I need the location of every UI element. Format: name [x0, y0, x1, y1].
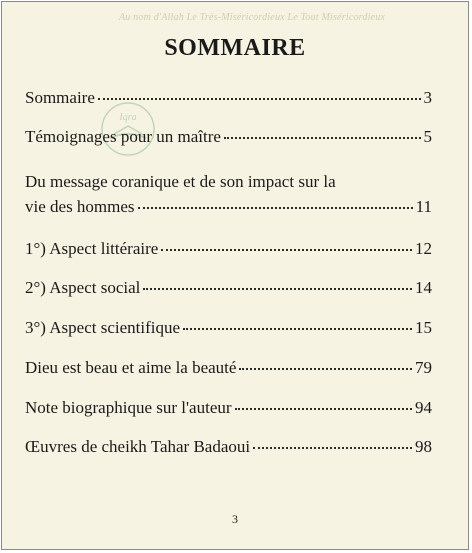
page-number: 3	[232, 512, 238, 526]
toc-entry-label: Note biographique sur l'auteur	[25, 398, 232, 417]
toc-entry-page: 14	[415, 278, 432, 297]
toc-entry-temoignages	[25, 127, 432, 147]
toc-entry-aspect-scientifique	[25, 318, 432, 338]
bleed-through-text: Au nom d'Allah Le Très-Miséricordieux Le Tout Miséricordieux	[118, 12, 386, 23]
toc-entry-label: Dieu est beau et aime la beauté	[25, 358, 237, 377]
book-page	[1, 1, 469, 550]
toc-entry-label: Sommaire	[25, 88, 95, 107]
toc-entry-page: 11	[415, 197, 432, 216]
leader-dots	[253, 447, 412, 449]
toc-entry-page: 79	[415, 358, 432, 377]
toc-entry-label: 1°) Aspect littéraire	[25, 239, 159, 258]
leader-dots	[224, 137, 421, 139]
page-title: SOMMAIRE	[164, 35, 306, 61]
toc-entry-label: 2°) Aspect social	[25, 278, 141, 297]
toc-entry-label: vie des hommes	[25, 197, 135, 216]
toc-entry-aspect-litteraire	[25, 239, 432, 259]
toc-entry-line2	[25, 197, 432, 217]
leader-dots	[161, 249, 412, 251]
leader-dots	[138, 207, 413, 209]
toc-entry-page: 98	[415, 437, 432, 456]
leader-dots	[239, 368, 412, 370]
toc-entry-label: Témoignages pour un maître	[25, 127, 221, 146]
toc-entry-label: 3°) Aspect scientifique	[25, 318, 181, 337]
toc-entry-label: Œuvres de cheikh Tahar Badaoui	[25, 437, 251, 456]
toc-entry-aspect-social	[25, 278, 432, 298]
leader-dots	[183, 328, 412, 330]
toc-entry-page: 15	[415, 318, 432, 337]
toc-entry-sommaire	[25, 88, 432, 108]
toc-entry-page: 12	[415, 239, 432, 258]
toc-entry-oeuvres	[25, 437, 432, 457]
leader-dots	[235, 408, 412, 410]
toc-entry-page: 94	[415, 398, 432, 417]
toc-entry-page: 3	[423, 88, 432, 107]
toc-entry-page: 5	[423, 127, 432, 146]
toc-entry-note-biographique	[25, 398, 432, 418]
toc-entry-label-line1: Du message coranique et de son impact sur la	[25, 172, 336, 191]
toc-entry-message-coranique	[25, 172, 432, 217]
stamp-text: Iqra	[119, 112, 137, 123]
toc-entry-dieu-est-beau	[25, 358, 432, 378]
leader-dots	[98, 98, 421, 100]
leader-dots	[143, 288, 412, 290]
